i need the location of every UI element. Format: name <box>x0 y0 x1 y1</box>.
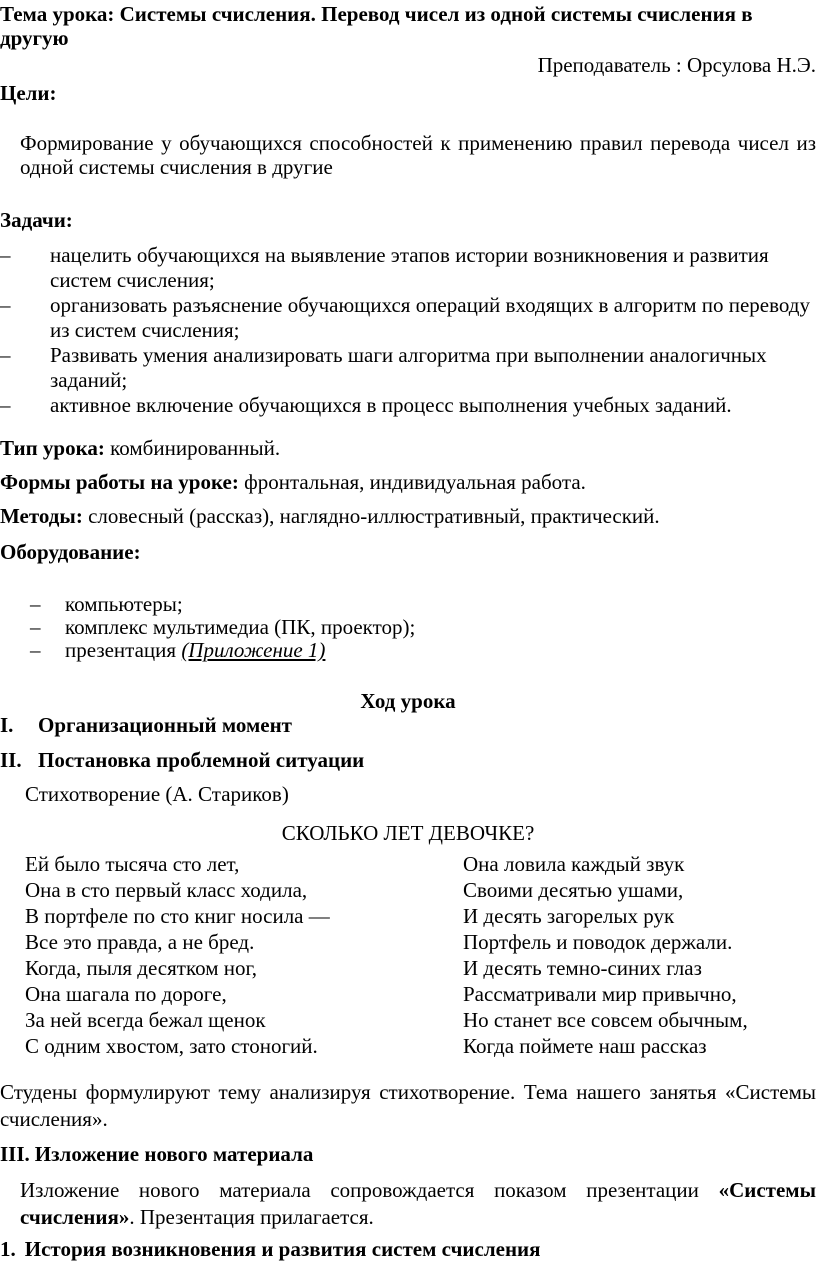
dash-bullet: – <box>0 343 11 367</box>
poem-title: СКОЛЬКО ЛЕТ ДЕВОЧКЕ? <box>281 821 535 845</box>
lesson-type-label: Тип урока: <box>0 436 105 460</box>
poem-line: Она шагала по дороге, <box>25 982 227 1006</box>
equipment-text: презентация <box>65 638 182 662</box>
equipment-heading: Оборудование: <box>0 540 141 564</box>
goals-heading: Цели: <box>0 81 57 105</box>
methods-value: словесный (рассказ), наглядно-иллюстративный, практический. <box>88 504 660 528</box>
poem-line: Все это правда, а не бред. <box>25 930 255 954</box>
poem-line: Ей было тысяча сто лет, <box>25 852 240 876</box>
section-number: I. <box>0 713 14 737</box>
section-item-1 <box>0 714 816 736</box>
teacher-line: Преподаватель : Орсулова Н.Э. <box>537 53 816 77</box>
list-item <box>0 243 816 293</box>
list-item <box>0 593 816 616</box>
equipment-text: компьютеры; <box>65 592 183 616</box>
goals-text: Формирование у обучающихся способностей к применению правил перевода чисел из одной системы счисления в другие <box>20 131 816 179</box>
section-title: Постановка проблемной ситуации <box>38 748 365 772</box>
poem-line: И десять темно-синих глаз <box>463 956 702 980</box>
presentation-text-end: . Презентация прилагается. <box>129 1205 374 1229</box>
list-item <box>0 393 816 418</box>
lesson-type-value: комбинированный. <box>110 436 281 460</box>
dash-bullet: – <box>30 615 41 639</box>
list-item <box>0 639 816 662</box>
tasks-heading: Задачи: <box>0 208 73 232</box>
poem-intro: Стихотворение (А. Стариков) <box>25 782 289 806</box>
task-text: Развивать умения анализировать шаги алгоритма при выполнении аналогичных заданий; <box>50 343 767 392</box>
section-title: Изложение нового материала <box>34 1142 314 1166</box>
lesson-title-line1: Тема урока: Системы счисления. Перевод чисел из одной системы счисления в <box>0 2 753 26</box>
poem-column-right <box>463 851 748 1059</box>
item-title: История возникновения и развития систем счисления <box>24 1237 541 1261</box>
poem-line: За ней всегда бежал щенок <box>25 1008 266 1032</box>
section-number: II. <box>0 748 22 772</box>
equipment-list <box>0 593 816 662</box>
poem-columns <box>0 851 816 1059</box>
appendix-link[interactable]: (Приложение 1) <box>181 638 326 662</box>
task-text: нацелить обучающихся на выявление этапов истории возникновения и развития систем счисления; <box>50 243 769 292</box>
dash-bullet: – <box>30 638 41 662</box>
list-item <box>0 293 816 343</box>
section-title: Организационный момент <box>38 713 292 737</box>
poem-line: Портфель и поводок держали. <box>463 930 733 954</box>
work-forms-row <box>0 471 816 493</box>
poem-line: И десять загорелых рук <box>463 904 675 928</box>
lesson-title <box>0 2 816 50</box>
task-text: организовать разъяснение обучающихся операций входящих в алгоритм по переводу из систем счисления; <box>50 293 810 342</box>
lesson-title-line2: другую <box>0 26 69 50</box>
poem-line: В портфеле по сто книг носила — <box>25 904 330 928</box>
poem-line: Рассматривали мир привычно, <box>463 982 737 1006</box>
poem-column-left <box>25 851 438 1059</box>
poem-line: Своими десятью ушами, <box>463 878 684 902</box>
methods-row <box>0 505 816 527</box>
methods-label: Методы: <box>0 504 83 528</box>
list-item <box>0 616 816 639</box>
section-number: III. <box>0 1142 30 1166</box>
task-text: активное включение обучающихся в процесс выполнения учебных заданий. <box>50 393 732 417</box>
poem-line: Но станет все совсем обычным, <box>463 1008 748 1032</box>
lesson-type-row <box>0 437 816 459</box>
analysis-paragraph: Студены формулируют тему анализируя стихотворение. Тема нашего занятья «Системы счисления». <box>0 1080 816 1131</box>
poem-line: Когда поймете наш рассказ <box>463 1034 707 1058</box>
presentation-text-bold: «Системы счисления» <box>20 1178 816 1229</box>
work-forms-label: Формы работы на уроке: <box>0 470 239 494</box>
presentation-text-start: Изложение нового материала сопровождается показом презентации <box>20 1178 719 1202</box>
list-item <box>0 343 816 393</box>
course-heading: Ход урока <box>360 689 456 713</box>
poem-line: С одним хвостом, зато стоногий. <box>25 1034 318 1058</box>
presentation-paragraph <box>20 1177 816 1231</box>
dash-bullet: – <box>0 393 11 417</box>
section-item-2 <box>0 749 816 771</box>
poem-line: Когда, пыля десятком ног, <box>25 956 257 980</box>
poem-line: Она в сто первый класс ходила, <box>25 878 308 902</box>
item-number: 1. <box>0 1237 16 1261</box>
tasks-list <box>0 243 816 418</box>
section-item-3 <box>0 1143 816 1165</box>
dash-bullet: – <box>30 592 41 616</box>
dash-bullet: – <box>0 293 11 317</box>
equipment-text: комплекс мультимедиа (ПК, проектор); <box>65 615 416 639</box>
history-item <box>0 1238 816 1260</box>
work-forms-value: фронтальная, индивидуальная работа. <box>244 470 586 494</box>
poem-line: Она ловила каждый звук <box>463 852 685 876</box>
dash-bullet: – <box>0 243 11 267</box>
